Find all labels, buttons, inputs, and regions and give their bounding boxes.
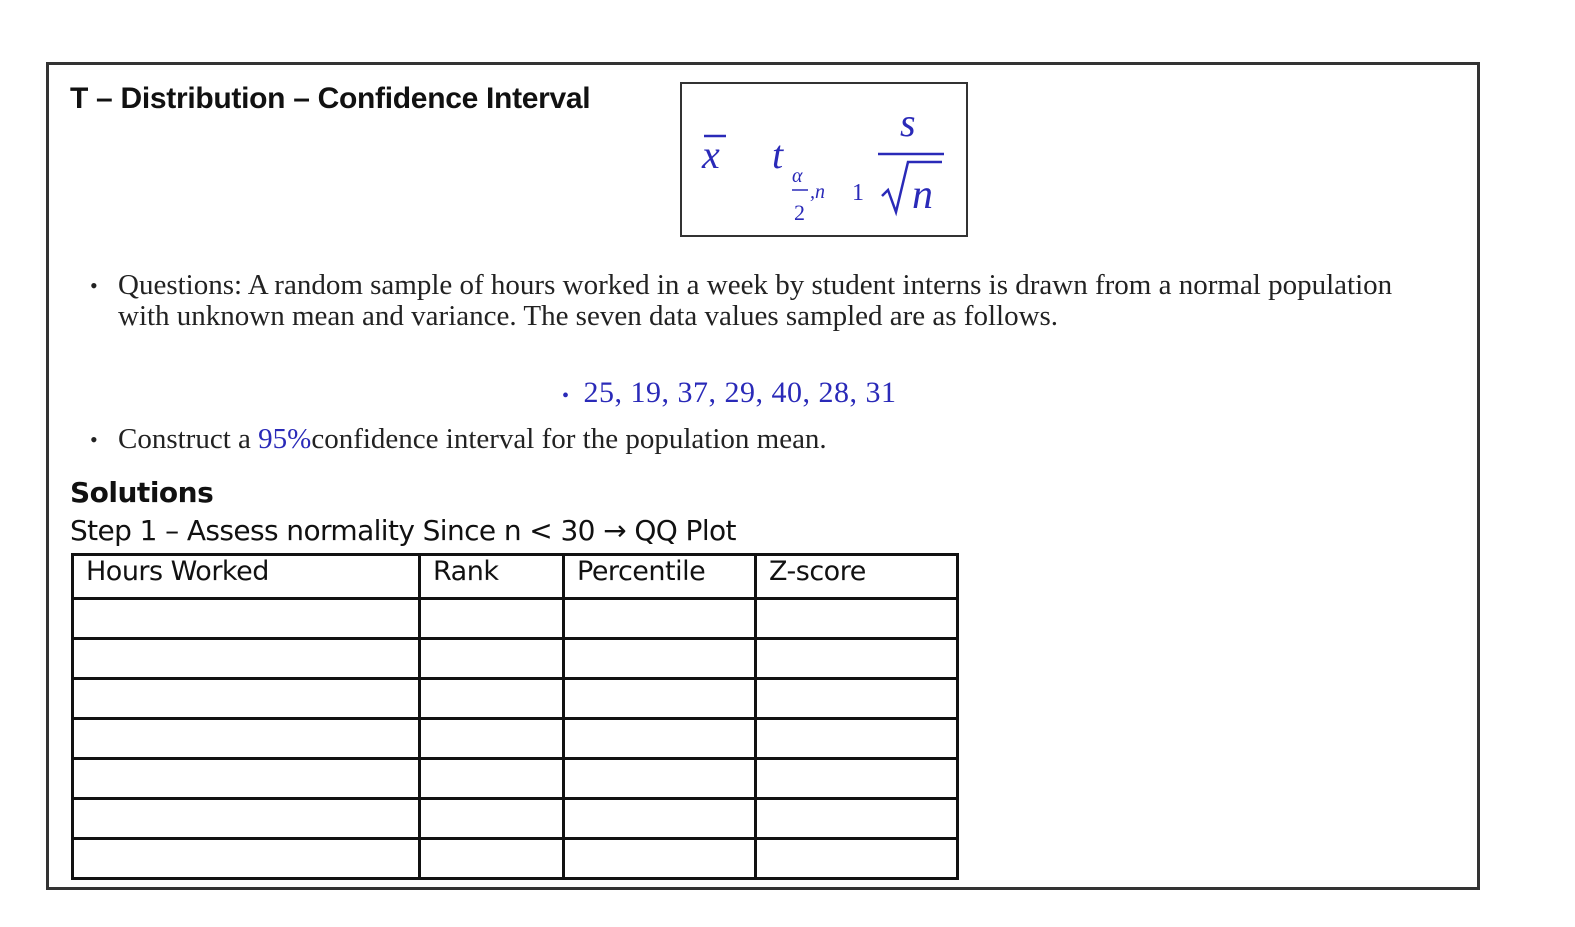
question-block [88,270,1408,332]
table-cell [564,599,756,639]
formula-box [680,82,968,237]
table-row [73,719,958,759]
formula-t: t [772,132,784,177]
confidence-level: 95% [258,423,312,455]
table-header-row [73,555,958,599]
formula-s: s [900,100,916,145]
table-cell [564,799,756,839]
bullet-dot: • [90,273,98,298]
data-values: 25, 19, 37, 29, 40, 28, 31 [583,376,897,409]
formula-one: 1 [852,180,864,206]
table-row [73,799,958,839]
table-cell [73,759,420,799]
table-row [73,639,958,679]
bullet-dot: • [562,385,570,407]
table-row [73,599,958,639]
question-bullet [88,270,1408,332]
table-cell [420,599,564,639]
header-hours-worked: Hours Worked [73,555,420,599]
table-row [73,759,958,799]
table-cell [420,759,564,799]
step-1-text: Step 1 – Assess normality Since n < 30 → QQ Plot [70,514,736,547]
table-cell [73,639,420,679]
question-text: Questions: A random sample of hours worked in a week by student interns is drawn from a normal population with unknown mean and variance. The seven data values sampled are as follows. [118,269,1393,332]
confidence-interval-formula [682,84,970,239]
construct-suffix: confidence interval for the population mean. [311,423,827,455]
table-cell [564,679,756,719]
formula-n: n [912,172,933,218]
construct-bullet [88,424,1408,455]
table-cell [420,679,564,719]
table-cell [756,759,958,799]
construct-block [88,424,1408,455]
data-values-line [562,376,897,410]
table-cell [756,839,958,879]
table-cell [73,799,420,839]
table-body [73,599,958,879]
construct-prefix: Construct a [118,423,251,455]
table-cell [756,679,958,719]
table-cell [420,839,564,879]
header-z-score: Z-score [756,555,958,599]
table-cell [420,799,564,839]
formula-n-sub: ,n [810,181,825,203]
solutions-heading: Solutions [70,476,214,509]
qq-plot-table [71,553,959,880]
formula-two: 2 [794,200,805,225]
table-cell [420,639,564,679]
table-cell [564,839,756,879]
bullet-dot: • [90,427,98,452]
table-cell [73,599,420,639]
table-cell [73,839,420,879]
table-cell [564,719,756,759]
header-percentile: Percentile [564,555,756,599]
table-cell [756,799,958,839]
table-cell [73,719,420,759]
table-cell [564,759,756,799]
table-cell [564,639,756,679]
table-cell [756,719,958,759]
page-title: T – Distribution – Confidence Interval [70,82,591,115]
formula-alpha: α [792,165,803,187]
table-row [73,839,958,879]
table-cell [420,719,564,759]
table-row [73,679,958,719]
header-rank: Rank [420,555,564,599]
formula-xbar: x [702,132,720,177]
table-cell [73,679,420,719]
table-cell [756,599,958,639]
table-cell [756,639,958,679]
